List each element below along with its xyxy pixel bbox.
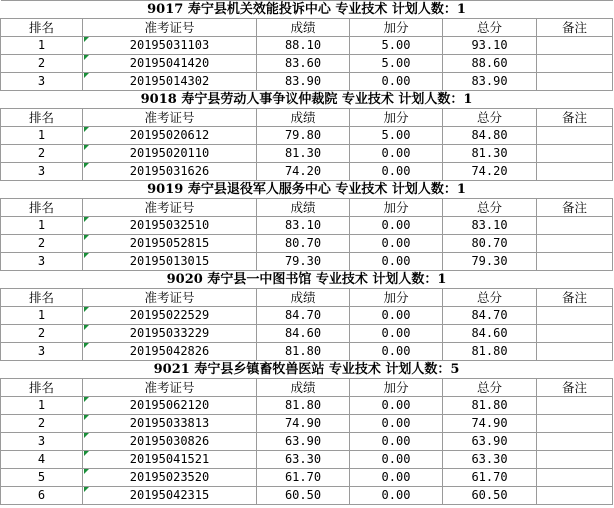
- rank-cell[interactable]: 1: [1, 307, 83, 325]
- note-cell[interactable]: [537, 325, 613, 343]
- exam-id-text: 20195052815: [129, 236, 210, 250]
- total-cell[interactable]: 79.30: [443, 253, 537, 271]
- rank-cell[interactable]: 1: [1, 127, 83, 145]
- total-cell[interactable]: 84.60: [443, 325, 537, 343]
- text-number-indicator-icon: [84, 235, 89, 240]
- text-number-indicator-icon: [84, 145, 89, 150]
- table-row: [1, 451, 613, 469]
- header-note[interactable]: 备注: [537, 379, 613, 397]
- header-total[interactable]: 总分: [443, 109, 537, 127]
- header-total[interactable]: 总分: [443, 19, 537, 37]
- header-rank[interactable]: 排名: [1, 19, 83, 37]
- text-number-indicator-icon: [84, 487, 89, 492]
- header-exam-id[interactable]: 准考证号: [83, 109, 257, 127]
- total-cell[interactable]: 84.80: [443, 127, 537, 145]
- total-cell[interactable]: 74.20: [443, 163, 537, 181]
- bonus-cell[interactable]: 5.00: [350, 127, 443, 145]
- table-row: [1, 217, 613, 235]
- table-row: [1, 415, 613, 433]
- total-cell[interactable]: 93.10: [443, 37, 537, 55]
- text-number-indicator-icon: [84, 469, 89, 474]
- header-bonus[interactable]: 加分: [350, 289, 443, 307]
- note-cell[interactable]: [537, 127, 613, 145]
- header-exam-id[interactable]: 准考证号: [83, 379, 257, 397]
- score-cell[interactable]: 81.80: [257, 343, 350, 361]
- table-row: [1, 253, 613, 271]
- total-cell[interactable]: 74.90: [443, 415, 537, 433]
- rank-cell[interactable]: 3: [1, 253, 83, 271]
- section-title-row: [1, 361, 613, 379]
- header-exam-id[interactable]: 准考证号: [83, 289, 257, 307]
- table-row: [1, 397, 613, 415]
- exam-id-text: 20195041521: [129, 452, 210, 466]
- exam-id-cell[interactable]: [83, 433, 257, 451]
- note-cell[interactable]: [537, 145, 613, 163]
- exam-id-cell[interactable]: [83, 145, 257, 163]
- score-cell[interactable]: 63.30: [257, 451, 350, 469]
- table-row: [1, 73, 613, 91]
- exam-id-text: 20195020612: [129, 128, 210, 142]
- exam-id-text: 20195023520: [129, 470, 210, 484]
- total-cell[interactable]: 80.70: [443, 235, 537, 253]
- note-cell[interactable]: [537, 433, 613, 451]
- exam-id-text: 20195033813: [129, 416, 210, 430]
- header-note[interactable]: 备注: [537, 289, 613, 307]
- exam-id-cell[interactable]: [83, 487, 257, 505]
- total-cell[interactable]: 61.70: [443, 469, 537, 487]
- total-cell[interactable]: 84.70: [443, 307, 537, 325]
- text-number-indicator-icon: [84, 163, 89, 168]
- section-title-row: [1, 1, 613, 19]
- header-rank[interactable]: 排名: [1, 109, 83, 127]
- table-row: [1, 235, 613, 253]
- exam-id-cell[interactable]: [83, 37, 257, 55]
- rank-cell[interactable]: 1: [1, 217, 83, 235]
- rank-cell[interactable]: 3: [1, 343, 83, 361]
- total-cell[interactable]: 63.30: [443, 451, 537, 469]
- header-total[interactable]: 总分: [443, 379, 537, 397]
- rank-cell[interactable]: 6: [1, 487, 83, 505]
- text-number-indicator-icon: [84, 415, 89, 420]
- note-cell[interactable]: [537, 487, 613, 505]
- score-cell[interactable]: 74.20: [257, 163, 350, 181]
- exam-id-cell[interactable]: [83, 73, 257, 91]
- bonus-cell[interactable]: 0.00: [350, 163, 443, 181]
- header-note[interactable]: 备注: [537, 19, 613, 37]
- header-exam-id[interactable]: 准考证号: [83, 199, 257, 217]
- note-cell[interactable]: [537, 451, 613, 469]
- exam-id-cell[interactable]: [83, 127, 257, 145]
- column-header-row: [1, 379, 613, 397]
- header-rank[interactable]: 排名: [1, 199, 83, 217]
- text-number-indicator-icon: [84, 37, 89, 42]
- note-cell[interactable]: [537, 415, 613, 433]
- column-header-row: [1, 19, 613, 37]
- bonus-cell[interactable]: 0.00: [350, 145, 443, 163]
- table-row: [1, 127, 613, 145]
- header-score[interactable]: 成绩: [257, 199, 350, 217]
- text-number-indicator-icon: [84, 343, 89, 348]
- total-cell[interactable]: 63.90: [443, 433, 537, 451]
- section-title[interactable]: 9019 寿宁县退役军人服务中心 专业技术 计划人数：1: [1, 181, 613, 199]
- section-title-row: [1, 271, 613, 289]
- text-number-indicator-icon: [84, 325, 89, 330]
- rank-cell[interactable]: 2: [1, 415, 83, 433]
- section-title-row: [1, 91, 613, 109]
- table-row: [1, 307, 613, 325]
- exam-id-cell[interactable]: [83, 397, 257, 415]
- rank-cell[interactable]: 4: [1, 451, 83, 469]
- score-cell[interactable]: 63.90: [257, 433, 350, 451]
- total-cell[interactable]: 81.80: [443, 397, 537, 415]
- header-total[interactable]: 总分: [443, 199, 537, 217]
- exam-id-cell[interactable]: [83, 253, 257, 271]
- score-cell[interactable]: 74.90: [257, 415, 350, 433]
- score-cell[interactable]: 83.10: [257, 217, 350, 235]
- score-cell[interactable]: 83.90: [257, 73, 350, 91]
- exam-id-cell[interactable]: [83, 307, 257, 325]
- exam-id-text: 20195041420: [129, 56, 210, 70]
- bonus-cell[interactable]: 0.00: [350, 325, 443, 343]
- bonus-cell[interactable]: 0.00: [350, 73, 443, 91]
- score-cell[interactable]: 79.30: [257, 253, 350, 271]
- exam-id-text: 20195013015: [129, 254, 210, 268]
- bonus-cell[interactable]: 5.00: [350, 55, 443, 73]
- section-title[interactable]: 9018 寿宁县劳动人事争议仲裁院 专业技术 计划人数：1: [1, 91, 613, 109]
- total-cell[interactable]: 88.60: [443, 55, 537, 73]
- exam-id-cell[interactable]: [83, 235, 257, 253]
- exam-id-text: 20195032510: [129, 218, 210, 232]
- total-cell[interactable]: 83.90: [443, 73, 537, 91]
- score-cell[interactable]: 84.70: [257, 307, 350, 325]
- header-score[interactable]: 成绩: [257, 289, 350, 307]
- section-title[interactable]: 9017 寿宁县机关效能投诉中心 专业技术 计划人数：1: [1, 1, 613, 19]
- table-row: [1, 163, 613, 181]
- text-number-indicator-icon: [84, 307, 89, 312]
- exam-id-cell[interactable]: [83, 55, 257, 73]
- bonus-cell[interactable]: 0.00: [350, 487, 443, 505]
- score-cell[interactable]: 83.60: [257, 55, 350, 73]
- exam-id-cell[interactable]: [83, 415, 257, 433]
- text-number-indicator-icon: [84, 253, 89, 258]
- exam-id-text: 20195042826: [129, 344, 210, 358]
- header-bonus[interactable]: 加分: [350, 379, 443, 397]
- rank-cell[interactable]: 2: [1, 235, 83, 253]
- section-title[interactable]: 9021 寿宁县乡镇畜牧兽医站 专业技术 计划人数：5: [1, 361, 613, 379]
- text-number-indicator-icon: [84, 73, 89, 78]
- exam-id-text: 20195042315: [129, 488, 210, 502]
- header-bonus[interactable]: 加分: [350, 19, 443, 37]
- header-note[interactable]: 备注: [537, 199, 613, 217]
- bonus-cell[interactable]: 0.00: [350, 217, 443, 235]
- header-rank[interactable]: 排名: [1, 379, 83, 397]
- bonus-cell[interactable]: 0.00: [350, 415, 443, 433]
- text-number-indicator-icon: [84, 397, 89, 402]
- score-cell[interactable]: 60.50: [257, 487, 350, 505]
- total-cell[interactable]: 83.10: [443, 217, 537, 235]
- header-score[interactable]: 成绩: [257, 109, 350, 127]
- text-number-indicator-icon: [84, 127, 89, 132]
- note-cell[interactable]: [537, 469, 613, 487]
- exam-id-cell[interactable]: [83, 451, 257, 469]
- rank-cell[interactable]: 3: [1, 163, 83, 181]
- note-cell[interactable]: [537, 55, 613, 73]
- table-row: [1, 487, 613, 505]
- total-cell[interactable]: 81.80: [443, 343, 537, 361]
- table-row: [1, 55, 613, 73]
- exam-id-cell[interactable]: [83, 469, 257, 487]
- score-cell[interactable]: 79.80: [257, 127, 350, 145]
- exam-id-text: 20195031103: [129, 38, 210, 52]
- header-score[interactable]: 成绩: [257, 379, 350, 397]
- score-cell[interactable]: 80.70: [257, 235, 350, 253]
- text-number-indicator-icon: [84, 433, 89, 438]
- rank-cell[interactable]: 3: [1, 73, 83, 91]
- header-exam-id[interactable]: 准考证号: [83, 19, 257, 37]
- note-cell[interactable]: [537, 235, 613, 253]
- rank-cell[interactable]: 2: [1, 55, 83, 73]
- rank-cell[interactable]: 2: [1, 325, 83, 343]
- table-row: [1, 37, 613, 55]
- section-title-row: [1, 181, 613, 199]
- column-header-row: [1, 199, 613, 217]
- exam-id-cell[interactable]: [83, 217, 257, 235]
- column-header-row: [1, 109, 613, 127]
- text-number-indicator-icon: [84, 451, 89, 456]
- exam-id-cell[interactable]: [83, 343, 257, 361]
- note-cell[interactable]: [537, 217, 613, 235]
- score-cell[interactable]: 61.70: [257, 469, 350, 487]
- text-number-indicator-icon: [84, 217, 89, 222]
- exam-id-text: 20195031626: [129, 164, 210, 178]
- text-number-indicator-icon: [84, 55, 89, 60]
- header-note[interactable]: 备注: [537, 109, 613, 127]
- score-cell[interactable]: 84.60: [257, 325, 350, 343]
- column-header-row: [1, 289, 613, 307]
- header-bonus[interactable]: 加分: [350, 109, 443, 127]
- table-row: [1, 343, 613, 361]
- bonus-cell[interactable]: 0.00: [350, 397, 443, 415]
- table-row: [1, 469, 613, 487]
- note-cell[interactable]: [537, 37, 613, 55]
- note-cell[interactable]: [537, 73, 613, 91]
- section-title[interactable]: 9020 寿宁县一中图书馆 专业技术 计划人数：1: [1, 271, 613, 289]
- exam-id-text: 20195022529: [129, 308, 210, 322]
- score-cell[interactable]: 81.80: [257, 397, 350, 415]
- note-cell[interactable]: [537, 253, 613, 271]
- header-score[interactable]: 成绩: [257, 19, 350, 37]
- rank-cell[interactable]: 2: [1, 145, 83, 163]
- bonus-cell[interactable]: 0.00: [350, 253, 443, 271]
- score-cell[interactable]: 81.30: [257, 145, 350, 163]
- table-row: [1, 325, 613, 343]
- header-total[interactable]: 总分: [443, 289, 537, 307]
- exam-id-text: 20195033229: [129, 326, 210, 340]
- exam-id-cell[interactable]: [83, 163, 257, 181]
- note-cell[interactable]: [537, 163, 613, 181]
- note-cell[interactable]: [537, 397, 613, 415]
- table-row: [1, 145, 613, 163]
- score-cell[interactable]: 88.10: [257, 37, 350, 55]
- note-cell[interactable]: [537, 343, 613, 361]
- exam-id-cell[interactable]: [83, 325, 257, 343]
- rank-cell[interactable]: 5: [1, 469, 83, 487]
- bonus-cell[interactable]: 0.00: [350, 307, 443, 325]
- rank-cell[interactable]: 1: [1, 37, 83, 55]
- exam-id-text: 20195020110: [129, 146, 210, 160]
- rank-cell[interactable]: 3: [1, 433, 83, 451]
- bonus-cell[interactable]: 0.00: [350, 451, 443, 469]
- exam-id-text: 20195062120: [129, 398, 210, 412]
- header-bonus[interactable]: 加分: [350, 199, 443, 217]
- header-rank[interactable]: 排名: [1, 289, 83, 307]
- total-cell[interactable]: 60.50: [443, 487, 537, 505]
- exam-id-text: 20195014302: [129, 74, 210, 88]
- bonus-cell[interactable]: 0.00: [350, 469, 443, 487]
- table-row: [1, 433, 613, 451]
- total-cell[interactable]: 81.30: [443, 145, 537, 163]
- note-cell[interactable]: [537, 307, 613, 325]
- bonus-cell[interactable]: 0.00: [350, 433, 443, 451]
- bonus-cell[interactable]: 0.00: [350, 343, 443, 361]
- exam-id-text: 20195030826: [129, 434, 210, 448]
- bonus-cell[interactable]: 0.00: [350, 235, 443, 253]
- bonus-cell[interactable]: 5.00: [350, 37, 443, 55]
- rank-cell[interactable]: 1: [1, 397, 83, 415]
